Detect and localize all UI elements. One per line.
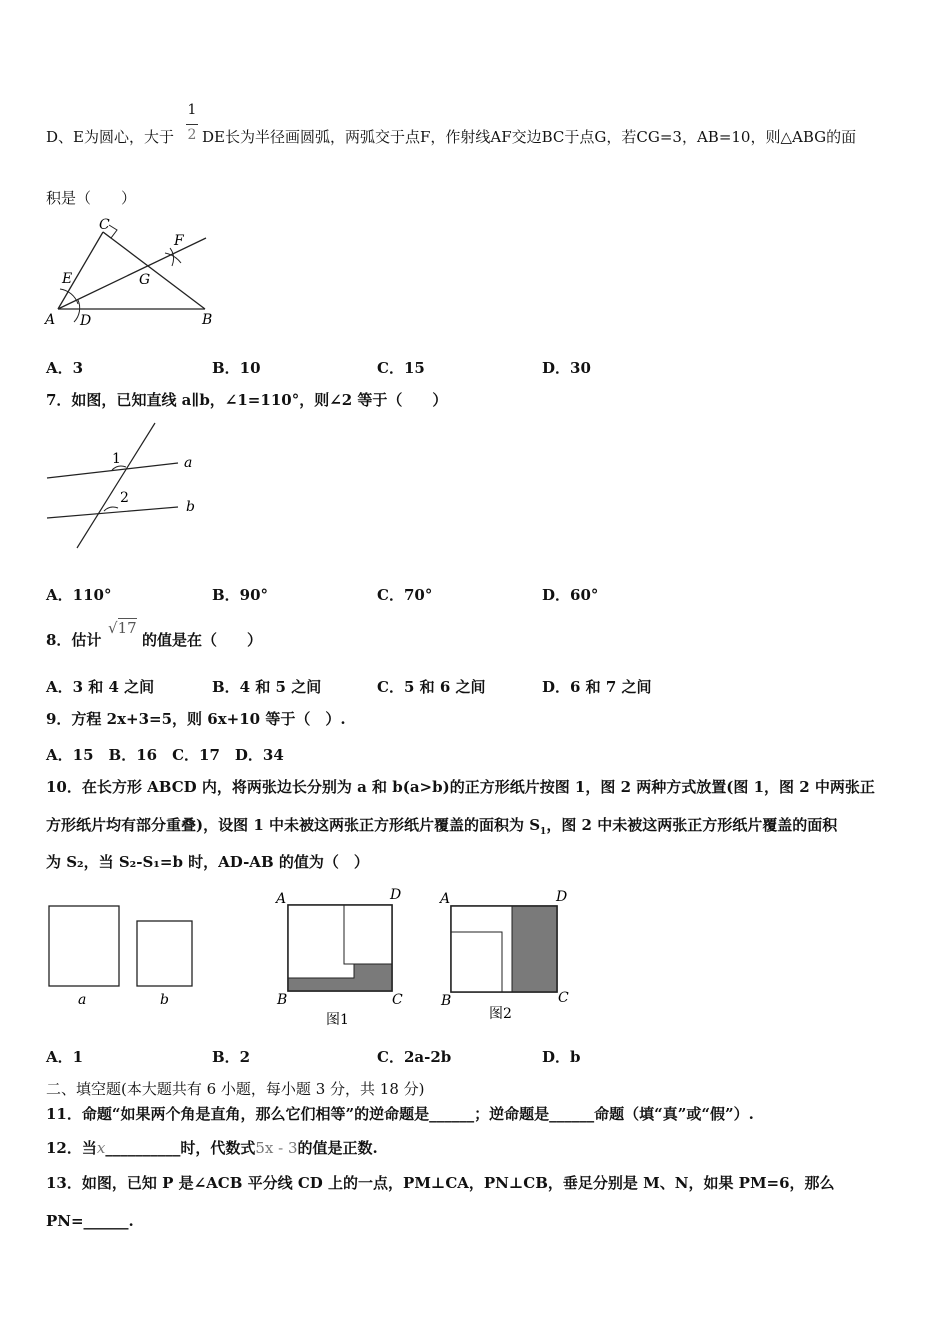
q10-option-d[interactable]: D．b [542, 1048, 581, 1066]
angle-2-label: 2 [120, 490, 129, 506]
section-heading: 二、填空题(本大题共有 6 小题，每小题 3 分，共 18 分) [46, 1080, 425, 1098]
q10-option-c[interactable]: C．2a-2b [377, 1048, 452, 1066]
q8-option-b[interactable]: B．4 和 5 之间 [212, 678, 322, 696]
q6-text-pre: D、E为圆心，大于 [46, 128, 174, 146]
fraction-numerator: 1 [187, 102, 197, 118]
q7-option-b[interactable]: B．90° [212, 586, 269, 604]
label-E: E [62, 271, 73, 287]
q8-option-a[interactable]: A．3 和 4 之间 [46, 678, 155, 696]
q9-text: 9．方程 2x+3=5，则 6x+10 等于（ ）. [46, 710, 346, 728]
line-b-label: b [186, 499, 195, 515]
label-G: G [139, 272, 151, 288]
q12-text [46, 1138, 378, 1158]
q8-option-d[interactable]: D．6 和 7 之间 [542, 678, 652, 696]
q12-mid: 时，代数式 [180, 1139, 256, 1157]
q6-option-a[interactable]: A．3 [46, 359, 84, 377]
label-B: B [202, 312, 213, 328]
label-A: A [45, 312, 56, 328]
q12-pre: 12．当 [46, 1139, 97, 1157]
q10-line2-post: ，图 2 中未被这两张正方形纸片覆盖的面积 [546, 816, 838, 834]
q12-blank[interactable]: __________ [105, 1139, 181, 1157]
angle-1-label: 1 [112, 451, 121, 467]
fig1-caption: 图1 [326, 1012, 349, 1028]
q10-line2-pre: 方形纸片均有部分重叠)，设图 1 中未被这两张正方形纸片覆盖的面积为 S [46, 816, 541, 834]
square-a-label: a [78, 992, 87, 1008]
fig2-caption: 图2 [489, 1006, 512, 1022]
label-D: D [80, 313, 92, 329]
fig1-label-A: A [276, 891, 287, 907]
sqrt-expression: √17 [108, 619, 137, 637]
q11-text: 11．命题“如果两个角是直角，那么它们相等”的逆命题是______；逆命题是______命题（填“真”或“假”）. [46, 1105, 754, 1123]
q8-text-pre: 8．估计 [46, 631, 102, 649]
fig1-label-D: D [390, 887, 402, 903]
q10-line2-sub: 1 [540, 827, 547, 837]
q12-var: x [96, 1139, 106, 1157]
fraction-denominator: 2 [187, 127, 197, 143]
q6-option-b[interactable]: B．10 [212, 359, 261, 377]
q7-text: 7．如图，已知直线 a∥b，∠1=110°，则∠2 等于（ ） [46, 391, 448, 409]
q8-option-c[interactable]: C．5 和 6 之间 [377, 678, 486, 696]
label-C: C [99, 217, 110, 233]
q8-text-post: 的值是在（ ） [142, 631, 263, 649]
q6-option-d[interactable]: D．30 [542, 359, 591, 377]
q13-line1: 13．如图，已知 P 是∠ACB 平分线 CD 上的一点，PM⊥CA，PN⊥CB，垂足分别是 M、N，如果 PM=6，那么 [46, 1174, 835, 1192]
fig2-label-C: C [558, 990, 569, 1006]
q7-option-a[interactable]: A．110° [46, 586, 112, 604]
line-a-label: a [184, 455, 193, 471]
fig2-label-B: B [441, 993, 452, 1009]
q10-line3: 为 S₂，当 S₂-S₁=b 时，AD-AB 的值为（ ） [46, 853, 369, 871]
fig1-label-C: C [392, 992, 403, 1008]
q10-line2 [46, 815, 837, 842]
q7-option-d[interactable]: D．60° [542, 586, 599, 604]
q9-options[interactable]: A．15 B．16 C．17 D．34 [46, 746, 284, 764]
q13-line2: PN=______. [46, 1212, 134, 1230]
fig2-label-D: D [556, 889, 568, 905]
q12-expression: 5x - 3 [255, 1139, 298, 1157]
q10-option-b[interactable]: B．2 [212, 1048, 251, 1066]
fig2-label-A: A [440, 891, 451, 907]
q10-option-a[interactable]: A．1 [46, 1048, 84, 1066]
fig1-label-B: B [277, 992, 288, 1008]
radicand: 17 [117, 619, 137, 637]
q12-post: 的值是正数. [297, 1139, 378, 1157]
square-b-label: b [160, 992, 169, 1008]
q6-option-c[interactable]: C．15 [377, 359, 425, 377]
label-F: F [174, 233, 184, 249]
q7-option-c[interactable]: C．70° [377, 586, 433, 604]
q10-line1: 10．在长方形 ABCD 内，将两张边长分别为 a 和 b(a>b)的正方形纸片按图 1，图 2 两种方式放置(图 1，图 2 中两张正 [46, 778, 875, 796]
q6-text-line2: 积是（ ） [46, 189, 137, 207]
q6-text-post: DE长为半径画圆弧，两弧交于点F，作射线AF交边BC于点G，若CG=3，AB=10，则△ABG的面 [202, 128, 857, 146]
